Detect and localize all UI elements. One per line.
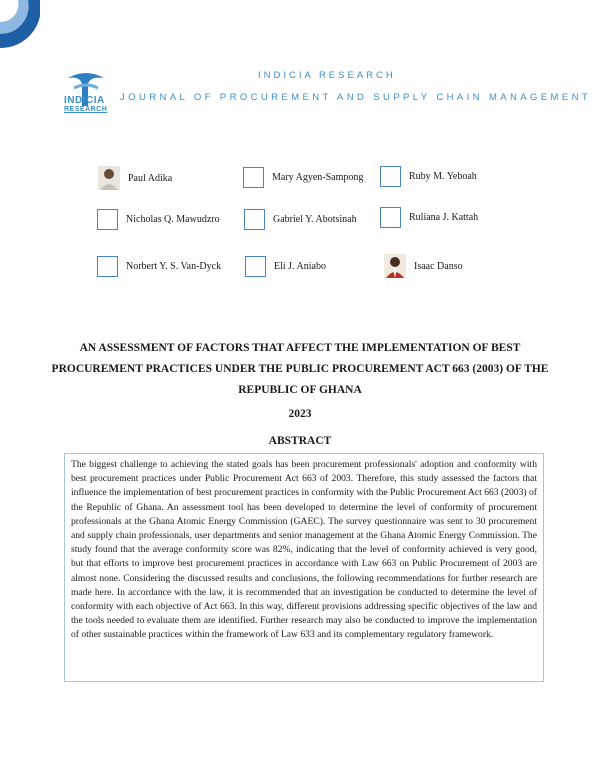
author-entry [380, 166, 477, 187]
author-name: Norbert Y. S. Van-Dyck [126, 261, 222, 272]
author-photo-placeholder [97, 256, 118, 277]
author-photo [98, 166, 120, 190]
author-entry [384, 254, 463, 278]
logo-subtext: RESEARCH [64, 106, 108, 113]
author-entry [244, 209, 357, 230]
author-entry [380, 207, 478, 228]
logo-wordmark [64, 96, 107, 114]
author-name: Nicholas Q. Mawudzro [126, 214, 220, 225]
author-name: Eli J. Aniabo [274, 261, 326, 272]
author-name: Ruby M. Yeboah [409, 171, 477, 182]
paper-year: 2023 [288, 408, 312, 420]
author-entry [97, 209, 220, 230]
author-name: Gabriel Y. Abotsinah [273, 214, 357, 225]
author-photo [384, 254, 406, 278]
author-name: Mary Agyen-Sampong [272, 172, 364, 183]
author-photo-placeholder [244, 209, 265, 230]
author-entry [98, 166, 172, 190]
author-entry [245, 256, 326, 277]
author-entry [243, 167, 363, 188]
abstract-heading: ABSTRACT [268, 435, 332, 447]
author-photo-placeholder [380, 166, 401, 187]
author-photo-placeholder [97, 209, 118, 230]
author-name: Ruliana J. Kattah [409, 212, 479, 223]
author-name: Isaac Danso [414, 260, 463, 272]
author-name: Paul Adika [128, 172, 173, 184]
logo-text: INDICIA [64, 95, 105, 106]
author-photo-placeholder [245, 256, 266, 277]
abstract-body: The biggest challenge to achieving the stated goals has been procurement professionals' adoption and conformity with best procurement practices under Public Procurement Act 663 of 2003. Therefore, this study assessed the factors that influence the implementation of best procurement practices in conformity with the Public Procurement Act 663 (2003) of the Republic of Ghana. An assessment tool has been developed to determine the level of conformity of procurement professionals at the Ghana Atomic Energy Commission (GAEC). The survey questionnaire was sent to 30 procurement and supply chain professionals, user departments and senior management at the Ghana Atomic Energy Commission. The study found that the average conformity score was 82%, indicating that the level of conformity achieved is very good, but that efforts to improve best procurement practices in accordance with Law 663 on Public Procurement of 2003 are almost none. Considering the discussed results and conclusions, the following recommendations for further research are made here. In accordance with the law, it is recommended that an investigation be conducted to determine the level of conformity with each objective of Act 663. In this way, different provisions addressing specific objectives of the law and the tools needed to evaluate them are identified. Further research may also be conducted to improve the implementation of other sustainable practices within the framework of Law 633 and its complementary regulatory framework. [64, 453, 544, 682]
author-photo-placeholder [243, 167, 264, 188]
paper-title: AN ASSESSMENT OF FACTORS THAT AFFECT THE IMPLEMENTATION OF BEST PROCUREMENT PRACTICES UNDER THE PUBLIC PROCUREMENT ACT 663 (2003) OF THE REPUBLIC OF GHANA [51, 342, 549, 396]
corner-decoration [0, 0, 40, 50]
journal-name: JOURNAL OF PROCUREMENT AND SUPPLY CHAIN MANAGEMENT [120, 92, 592, 103]
author-photo-placeholder [380, 207, 401, 228]
author-entry [97, 256, 221, 277]
publisher-name: INDICIA RESEARCH [258, 70, 396, 81]
